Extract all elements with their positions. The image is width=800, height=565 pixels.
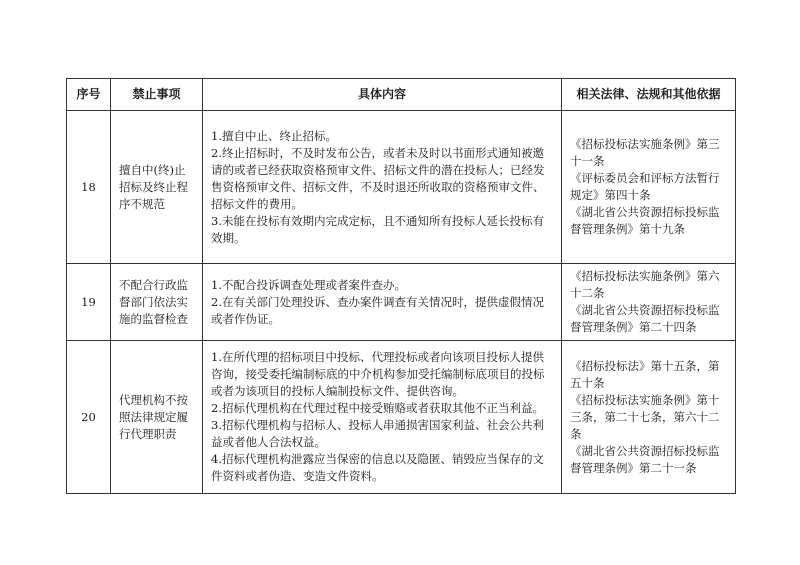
basis-line: 《招标投标法实施条例》第三十一条 xyxy=(570,137,720,168)
basis-line: 《招标投标法》第十五条，第五十条 xyxy=(570,358,720,390)
row-number: 20 xyxy=(67,341,111,494)
legal-basis xyxy=(562,341,736,494)
basis-line: 《湖北省公共资源招标投标监督管理条例》第十九条 xyxy=(570,205,720,236)
basis-line: 《湖北省公共资源招标投标监督管理条例》第二十四条 xyxy=(570,303,720,334)
basis-line: 《招标投标法实施条例》第十三条，第二十七条，第六十二条 xyxy=(570,392,720,441)
item-content xyxy=(203,111,562,264)
content-line: 3.未能在投标有效期内完成定标，且不通知所有投标人延长投标有效期。 xyxy=(211,213,544,245)
basis-line: 《湖北省公共资源招标投标监督管理条例》第二十一条 xyxy=(570,443,720,475)
table-row xyxy=(67,341,736,494)
regulations-table xyxy=(66,78,736,494)
item-content xyxy=(203,341,562,494)
row-number: 18 xyxy=(67,111,111,264)
prohibited-item: 不配合行政监督部门依法实施的监督检查 xyxy=(111,264,203,341)
header-basis: 相关法律、法规和其他依据 xyxy=(562,79,736,111)
header-no: 序号 xyxy=(67,79,111,111)
basis-line: 《招标投标法实施条例》第六十二条 xyxy=(570,269,720,300)
content-line: 1.不配合投诉调查处理或者案件查办。 xyxy=(211,277,406,292)
content-line: 2.招标代理机构在代理过程中接受贿赂或者获取其他不正当利益。 xyxy=(211,401,544,415)
content-line: 2.终止招标时，不及时发布公告，或者未及时以书面形式通知被邀请的或者已经获取资格预审文件、招标文件的潜在投标人；已经发售资格预审文件、招标文件，不及时退还所收取的资格预审文件、招标文件的费用。 xyxy=(211,145,545,211)
prohibited-item: 擅自中(终)止招标及终止程序不规范 xyxy=(111,111,203,264)
content-line: 1.在所代理的招标项目中投标、代理投标或者向该项目投标人提供咨询，接受委托编制标底的中介机构参加受托编制标底项目的投标或者为该项目的投标人编制投标文件、提供咨询。 xyxy=(211,350,545,398)
content-line: 2.在有关部门处理投诉、查办案件调查有关情况时，提供虚假情况或者作伪证。 xyxy=(211,294,544,326)
legal-basis xyxy=(562,111,736,264)
header-content: 具体内容 xyxy=(203,79,562,111)
content-line: 3.招标代理机构与招标人、投标人串通损害国家利益、社会公共利益或者他人合法权益。 xyxy=(211,418,544,449)
table-row xyxy=(67,264,736,341)
table-row xyxy=(67,111,736,264)
content-line: 4.招标代理机构泄露应当保密的信息以及隐匿、销毁应当保存的文件资料或者伪造、变造文件资料。 xyxy=(211,452,544,483)
header-item: 禁止事项 xyxy=(111,79,203,111)
content-line: 1.擅自中止、终止招标。 xyxy=(211,128,337,143)
item-content xyxy=(203,264,562,341)
prohibited-item: 代理机构不按照法律规定履行代理职责 xyxy=(111,341,203,494)
legal-basis xyxy=(562,264,736,341)
row-number: 19 xyxy=(67,264,111,341)
table-header-row xyxy=(67,79,736,111)
basis-line: 《评标委员会和评标方法暂行规定》第四十条 xyxy=(570,171,720,202)
